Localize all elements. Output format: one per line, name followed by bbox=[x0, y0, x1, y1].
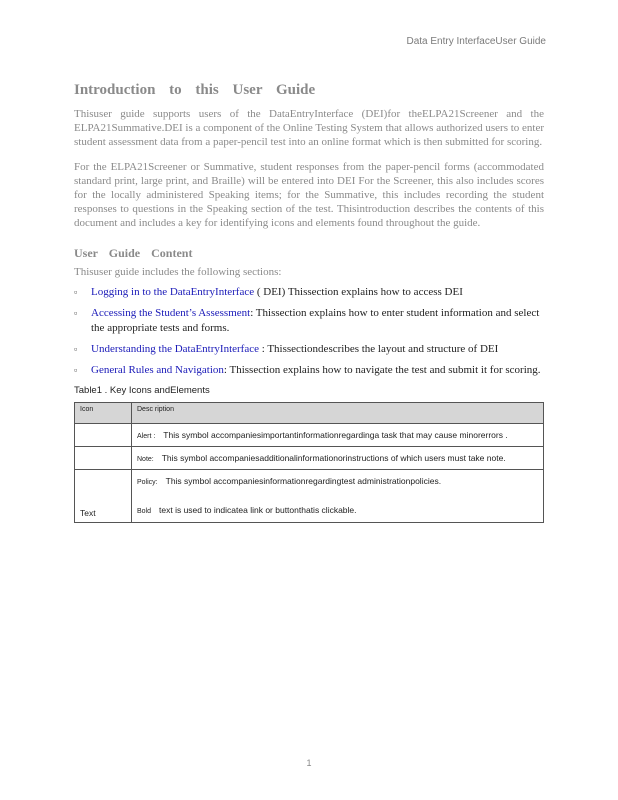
row-label: Alert : bbox=[137, 433, 156, 440]
icon-cell bbox=[75, 447, 132, 470]
column-header-icon: Icon bbox=[75, 403, 132, 424]
list-item bbox=[74, 363, 544, 378]
description-cell bbox=[132, 470, 544, 523]
content-lead: Thisuser guide includes the following sections: bbox=[74, 266, 282, 278]
table-caption: Table1 . Key Icons andElements bbox=[74, 385, 210, 396]
row-text: This symbol accompaniesimportantinformationregardinga task that may cause minorerrors . bbox=[163, 430, 508, 440]
section-description: : Thissectiondescribes the layout and structure of DEI bbox=[258, 343, 499, 355]
section-link-accessing-assessment[interactable]: Accessing the Student’s Assessment bbox=[91, 307, 251, 319]
section-description: ( DEI) Thissection explains how to access DEI bbox=[254, 286, 463, 298]
intro-heading: Introduction to this User Guide bbox=[74, 82, 316, 98]
row-label: Bold bbox=[137, 508, 152, 515]
icon-cell bbox=[75, 424, 132, 447]
section-description: : Thissection explains how to navigate the test and submit it for scoring. bbox=[223, 364, 541, 376]
section-description: : Thissection explains how to enter student information and select the appropriate tests and forms. bbox=[91, 307, 540, 334]
intro-paragraph-1: Thisuser guide supports users of the DataEntryInterface (DEI)for theELPA21Screener and the ELPA21Summative.DEI is a component of the Online Testing System that allows authorized users to enter student assessment data from a paper-pencil test into an online format which is then submitted for scoring. bbox=[74, 108, 545, 148]
icon-cell bbox=[75, 470, 132, 523]
list-item bbox=[74, 306, 544, 336]
intro-paragraph-2: For the ELPA21Screener or Summative, student responses from the paper-pencil forms (accommodated standard print, large print, and Braille) will be entered into DEI For the Screener, this also includes scores for the locally administered Speaking items; for the Summative, this includes recording the student responses to questions in the Speaking section of the test. Thisintroduction describes the contents of this document and includes a key for identifying icons and elements found throughout the guide. bbox=[74, 161, 544, 229]
key-icons-table bbox=[74, 402, 544, 523]
table-row bbox=[75, 470, 544, 523]
table-row bbox=[75, 447, 544, 470]
row-label: Policy: bbox=[137, 479, 158, 486]
running-header: Data Entry InterfaceUser Guide bbox=[406, 36, 546, 47]
row-text: text is used to indicatea link or buttonthatis clickable. bbox=[159, 505, 357, 515]
content-heading: User Guide Content bbox=[74, 246, 193, 260]
list-item bbox=[74, 285, 544, 300]
table-row bbox=[75, 424, 544, 447]
page-number: 1 bbox=[306, 758, 312, 768]
bullet-icon: ▫ bbox=[74, 287, 78, 297]
bullet-icon: ▫ bbox=[74, 344, 78, 354]
row-text: This symbol accompaniesadditionalinformationorinstructions of which users must take note. bbox=[161, 453, 506, 463]
list-item bbox=[74, 342, 544, 357]
bullet-icon: ▫ bbox=[74, 365, 78, 375]
table-header-row bbox=[75, 403, 544, 424]
row-text: This symbol accompaniesinformationregardingtest administrationpolicies. bbox=[165, 476, 442, 486]
section-link-logging-in[interactable]: Logging in to the DataEntryInterface bbox=[91, 286, 255, 298]
description-cell bbox=[132, 447, 544, 470]
document-body bbox=[74, 82, 544, 523]
bullet-icon: ▫ bbox=[74, 308, 78, 318]
column-header-description: Desc ription bbox=[132, 403, 544, 424]
icon-cell-text: Text bbox=[80, 508, 96, 518]
section-link-understanding-dei[interactable]: Understanding the DataEntryInterface bbox=[91, 343, 259, 355]
description-cell bbox=[132, 424, 544, 447]
row-label: Note: bbox=[137, 456, 154, 463]
section-list bbox=[74, 285, 544, 378]
section-link-general-rules[interactable]: General Rules and Navigation bbox=[91, 364, 224, 376]
